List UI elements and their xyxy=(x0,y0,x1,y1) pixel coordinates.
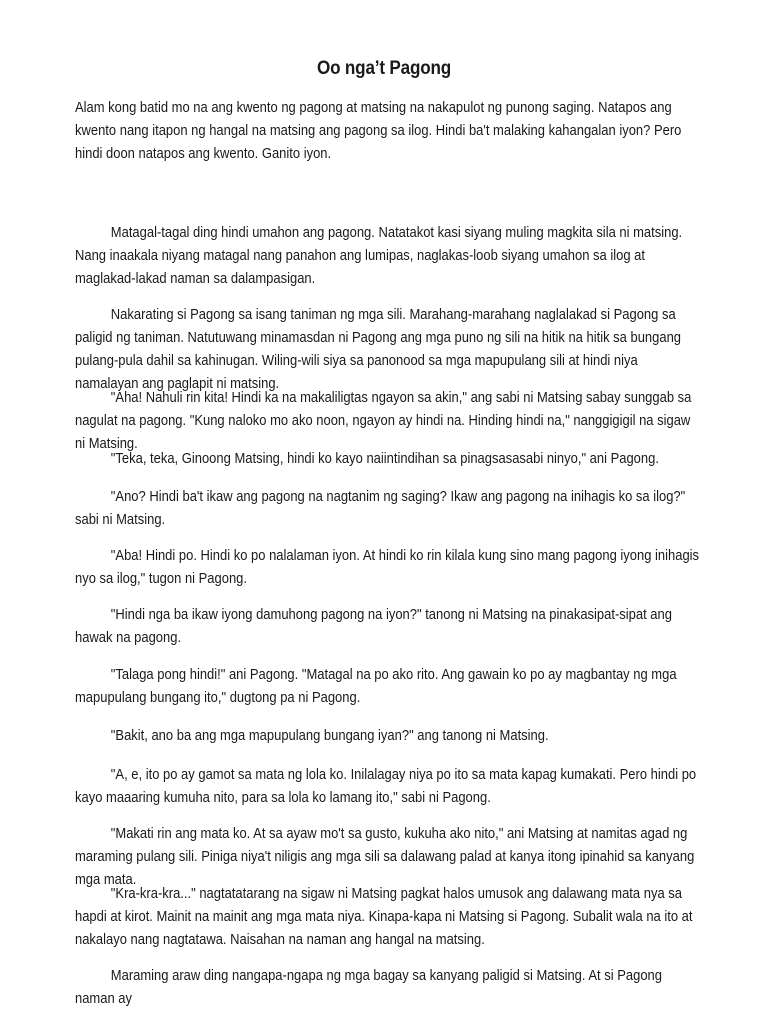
paragraph-14: Maraming araw ding nangapa-ngapa ng mga bagay sa kanyang paligid si Matsing. At si Pagong naman ay xyxy=(75,968,662,1007)
paragraph-12: "Makati rin ang mata ko. At sa ayaw mo't sa gusto, kukuha ako nito," ani Matsing at namitas agad ng maraming pulang sili. Piniga niya't niligis ang mga sili sa dalawang palad at kanya itong ipinahid sa kanyang mga mata. xyxy=(75,826,695,888)
paragraph-11: "A, e, ito po ay gamot sa mata ng lola ko. Inilalagay niya po ito sa mata kapag kumakati. Pero hindi po kayo maaaring kumuha nito, para sa lola ko lamang ito," sabi ni Pagong. xyxy=(75,767,697,806)
paragraph-4: "Aha! Nahuli rin kita! Hindi ka na makaliligtas ngayon sa akin," ang sabi ni Matsing sabay sunggab sa nagulat na pagong. "Kung naloko mo ako noon, ngayon ay hindi na. Hinding hindi na," nanggigigil na sigaw ni Matsing. xyxy=(75,390,692,452)
paragraph-10: "Bakit, ano ba ang mga mapupulang bungang iyan?" ang tanong ni Matsing. xyxy=(110,728,549,744)
paragraph-5: "Teka, teka, Ginoong Matsing, hindi ko kayo naiintindihan sa pinagsasasabi ninyo," ani Pagong. xyxy=(110,451,659,467)
paragraph-9: "Talaga pong hindi!" ani Pagong. "Matagal na po ako rito. Ang gawain ko po ay magbantay ng mga mapupulang bungang ito," dugtong pa ni Pagong. xyxy=(75,667,677,706)
paragraph-3: Nakarating si Pagong sa isang taniman ng mga sili. Marahang-marahang naglalakad si Pagong sa paligid ng taniman. Natutuwang minamasdan ni Pagong ang mga puno ng sili na hitik na hitik sa bungang pulang-pula dahil sa kahinugan. Wiling-wili siya sa panonood sa mga mapupulang sili at hindi niya namalayan ang paglapit ni matsing. xyxy=(75,307,682,392)
paragraph-6: "Ano? Hindi ba't ikaw ang pagong na nagtanim ng saging? Ikaw ang pagong na inihagis ko sa ilog?" sabi ni Matsing. xyxy=(75,489,686,528)
paragraph-7: "Aba! Hindi po. Hindi ko po nalalaman iyon. At hindi ko rin kilala kung sino mang pagong iyong inihagis nyo sa ilog," tugon ni Pagong. xyxy=(75,548,700,587)
paragraph-intro: Alam kong batid mo na ang kwento ng pagong at matsing na nakapulot ng punong saging. Natapos ang kwento nang itapon ng hangal na matsing ang pagong sa ilog. Hindi ba't malaking kahangalan iyon? Pero hindi doon natapos ang kwento. Ganito iyon. xyxy=(75,100,682,162)
paragraph-13: "Kra-kra-kra..." nagtatatarang na sigaw ni Matsing pagkat halos umusok ang dalawang mata nya sa hapdi at kirot. Mainit na mainit ang mga mata niya. Kinapa-kapa ni Matsing si Pagong. Subalit wala na ito at nakalayo nang nagtatawa. Naisahan na naman ang hangal na matsing. xyxy=(75,886,693,948)
paragraph-2: Matagal-tagal ding hindi umahon ang pagong. Natatakot kasi siyang muling magkita sila ni matsing. Nang inaakala niyang matagal nang panahon ang lumipas, naglakas-loob siyang umahon sa ilog at maglakad-lakad naman sa dalampasigan. xyxy=(75,225,683,287)
page-title: Oo nga’t Pagong xyxy=(316,58,452,79)
paragraph-8: "Hindi nga ba ikaw iyong damuhong pagong na iyon?" tanong ni Matsing na pinakasipat-sipat ang hawak na pagong. xyxy=(75,607,672,646)
